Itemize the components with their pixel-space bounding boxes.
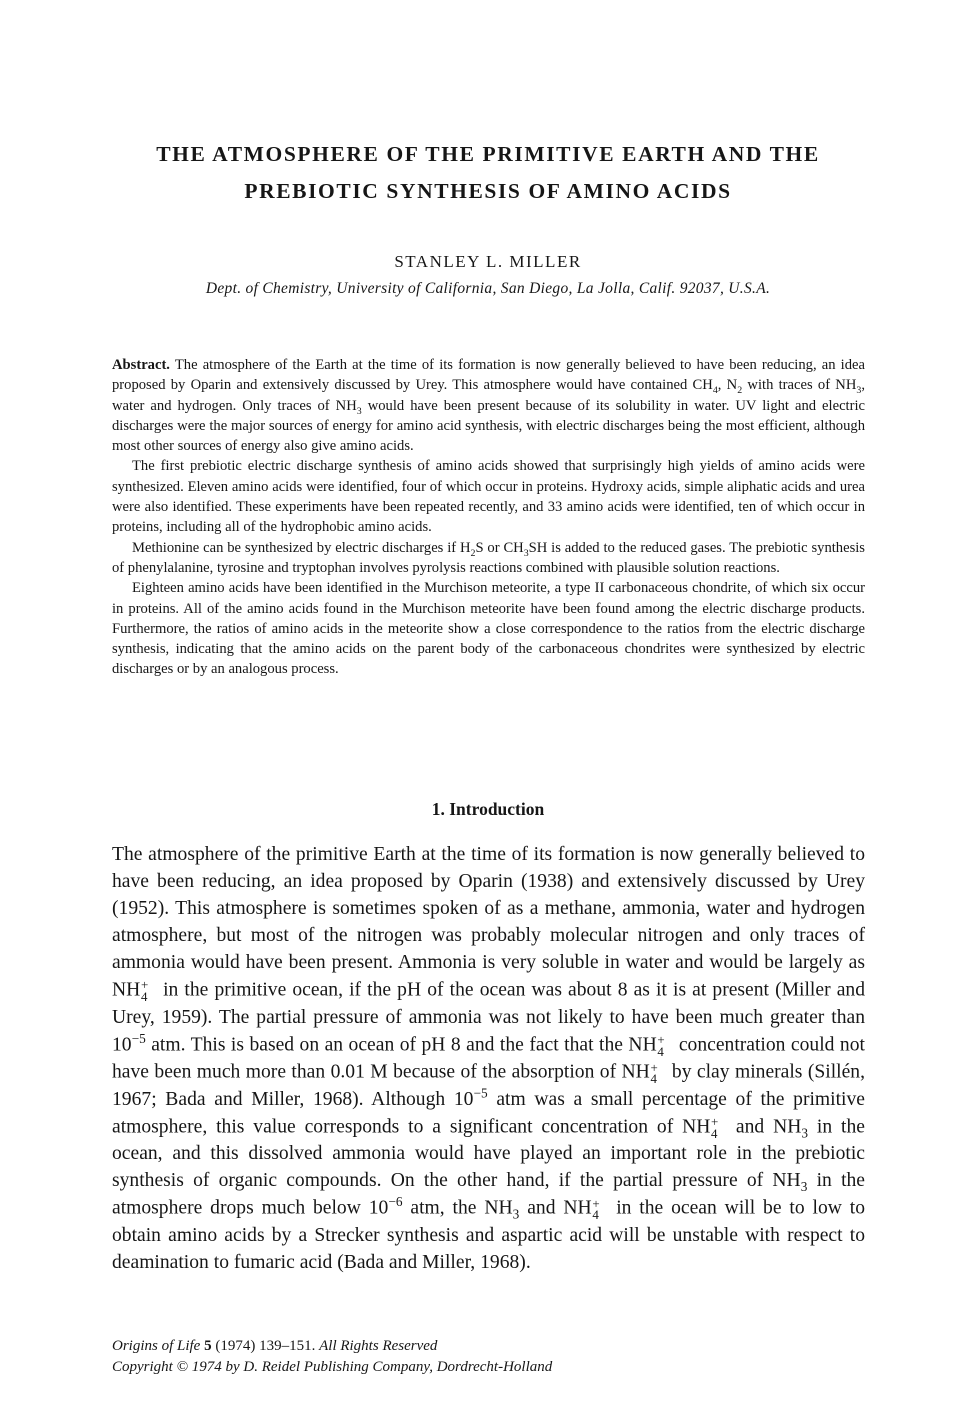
subscript-four: 4 [592,1207,599,1223]
abstract [112,355,865,680]
journal-year-pages: (1974) 139–151. [215,1338,316,1354]
abstract-text: , N [717,377,738,394]
abstract-label: Abstract. [112,357,170,373]
subscript-four: 4 [140,989,148,1005]
author-name: STANLEY L. MILLER [394,252,582,271]
abstract-paragraph-1 [112,355,865,456]
abstract-paragraph-3 [112,538,865,579]
subscript-four: 4 [711,1125,718,1141]
copyright-text: Copyright © 1974 by D. Reidel Publishing Company, Dordrecht-Holland [112,1359,553,1375]
subscript: 2 [737,385,743,397]
superscript-plus: + [140,977,149,993]
title-line-1: THE ATMOSPHERE OF THE PRIMITIVE EARTH AND THE [156,142,820,166]
ammonium-ion-charge [650,1058,667,1087]
section-heading-introduction: 1. Introduction [431,799,545,819]
subscript-three: 3 [800,1179,808,1195]
rights-notice: All Rights Reserved [319,1338,438,1354]
title-line-2: PREBIOTIC SYNTHESIS OF AMINO ACIDS [244,179,732,203]
citation-line [112,1336,552,1357]
exponent: −5 [131,1030,146,1046]
subscript: 3 [856,385,862,397]
superscript-plus: + [650,1059,658,1075]
body-text: in the ocean, and this dissolved ammonia would have played an important role in the prebiotic synthesis of organic compounds. On the other hand, if the partial pressure of NH [112,1116,865,1192]
body-text: in the atmosphere drops much below 10 [112,1170,865,1219]
ammonium-ion-charge [592,1194,609,1223]
abstract-text: , water and hydrogen. Only traces of NH [112,377,865,414]
body-text: by clay minerals (Sillén, 1967; Bada and Miller, 1968). Although 10 [112,1061,865,1110]
body-text: atm was a small percentage of the primitive atmosphere, this value corresponds to a significant concentration of NH [112,1088,865,1138]
superscript-plus: + [592,1195,600,1211]
journal-volume: 5 [204,1338,212,1354]
subscript: 3 [356,405,362,417]
abstract-text: Methionine can be synthesized by electric discharges if H [132,539,471,556]
ammonium-ion-charge [657,1031,674,1059]
subscript-four: 4 [657,1043,664,1059]
body-text: in the ocean will be to low to obtain amino acids by a Strecker synthesis and aspartic acid will be unstable with respect to deamination to fumaric acid (Bada and Miller, 1968). [112,1197,866,1273]
exponent: −6 [388,1194,403,1210]
body-text: and NH [519,1197,592,1219]
subscript-three: 3 [801,1125,809,1141]
page-footer [112,1336,552,1378]
paper-title [0,136,976,210]
author-affiliation: Dept. of Chemistry, University of California, San Diego, La Jolla, Calif. 92037, U.S.A. [205,280,771,297]
ammonium-ion-charge [140,976,157,1005]
body-text: atm. This is based on an ocean of pH 8 and the fact that the NH [145,1034,657,1056]
ammonium-ion-charge [710,1113,727,1141]
body-text: and NH [727,1116,802,1138]
abstract-paragraph-2: The first prebiotic electric discharge synthesis of amino acids showed that surprisingly high yields of amino acids were synthesized. Eleven amino acids were identified, four of which occur in proteins. Hydroxy acids, simple aliphatic acids and urea were also identified. These experiments have been repeated recently, and 33 amino acids were identified, ten of which occur in proteins, including all of the hydrophobic amino acids. [112,458,865,536]
journal-name: Origins of Life [112,1338,201,1354]
abstract-text: with traces of NH [742,377,857,394]
subscript-three: 3 [512,1206,520,1222]
abstract-text: would have been present because of its solubility in water. UV light and electric discharges were the major sources of energy for amino acid synthesis, with electric discharges being the most efficient, although most other sources of energy also give amino acids. [112,397,865,455]
subscript: 4 [712,385,718,397]
copyright-line [112,1357,552,1378]
body-text: in the primitive ocean, if the pH of the ocean was about 8 as it is at present (Miller and Urey, 1959). The partial pressure of ammonia was not likely to have been much greater than 10 [112,979,865,1056]
subscript: 3 [523,547,529,559]
body-text: The atmosphere of the primitive Earth at the time of its formation is now generally believed to have been reducing, an idea proposed by Oparin (1938) and extensively discussed by Urey (1952). This atmosphere is sometimes spoken of as a methane, ammonia, water and hydrogen atmosphere, but most of the nitrogen was probably molecular nitrogen and only traces of ammonia would have been present. Ammonia is very soluble in water and would be largely as NH [112,844,865,1001]
introduction-paragraph [112,841,865,1276]
subscript: 2 [470,547,476,559]
abstract-paragraph-4: Eighteen amino acids have been identified in the Murchison meteorite, a type II carbonaceous chondrite, of which six occur in proteins. All of the amino acids found in the Murchison meteorite have been found among the electric discharge products. Furthermore, the ratios of amino acids in the meteorite show a close correspondence to the ratios from the electric discharge synthesis, indicating that the amino acids on the parent body of the carbonaceous chondrites were synthesized by electric discharges or by an analogous process. [112,580,865,678]
body-text: concentration could not have been much more than 0.01 M because of the absorption of NH [112,1034,865,1083]
subscript-four: 4 [650,1071,657,1087]
abstract-text: The atmosphere of the Earth at the time of its formation is now generally believed to have been reducing, an idea proposed by Oparin and extensively discussed by Urey. This atmosphere would have contained CH [112,357,865,394]
superscript-plus: + [657,1032,665,1048]
body-text: atm, the NH [402,1197,513,1219]
superscript-plus: + [711,1114,719,1130]
abstract-text: SH is added to the reduced gases. The prebiotic synthesis of phenylalanine, tyrosine and tryptophan involves pyrolysis reactions combined with plausible solution reactions. [112,539,865,576]
exponent: −5 [473,1085,488,1101]
abstract-text: S or CH [475,539,524,556]
